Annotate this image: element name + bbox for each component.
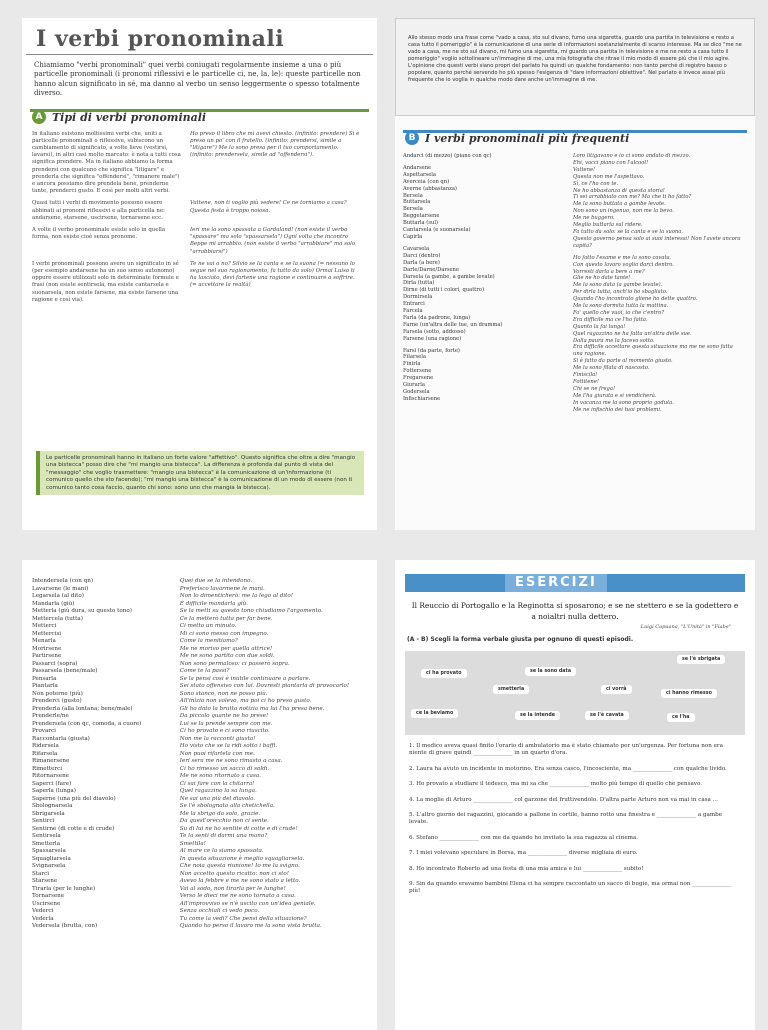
verb-item: Prenderle/ne <box>32 713 69 719</box>
verb-item: Vedersela (brutta, con) <box>32 923 98 929</box>
verb-item: Legarsela (al dito) <box>32 593 84 599</box>
verb-item: Ridersela <box>32 743 59 749</box>
example-item: Come la menitiamo? <box>179 638 238 644</box>
example-item: Era difficile accettare questa situazione ma me ne sono fatta una ragione. <box>573 344 733 358</box>
example-item: Tu come la vedi? Che pensi della situazione? <box>179 915 307 922</box>
example-item: Ti sei arrabbiato con me? Ma che ti ho fatto? <box>573 194 692 201</box>
verb-item: Prenderla (alla lontana; bene/male) <box>32 705 133 712</box>
exercise-quote: Il Reuccio di Portogallo e la Reginotta si sposarono; e se ne stettero e se la godettero e a noialtri nulla dettero. <box>411 601 739 621</box>
example-item: Ehi, vacci piano con l'alcool! <box>573 159 649 166</box>
example-item: Ci ho rimesso un sacco di soldi. <box>179 765 270 772</box>
section-a-title: Tipi di verbi pronominali <box>52 110 207 124</box>
verb-item: Starsene <box>32 878 58 884</box>
rule-text: In italiano esistono moltissimi verbi che, uniti a particelle pronominali o riflessive, subiscono un cambiamento di significato, a volte lieve (vestirsi, lavarsi), in altri casi molto marcato: è nota a tutti cosa significa prendere. Ma in italiano abbiamo la forma prendersi con qualcuno che significa "litigare" e prenderla che significa "offendersi", "rimanere male") e ancora possiamo dire prendela bene, prenderne tante, prenderci gusto. E così per molti altri verbi. <box>32 130 181 195</box>
verb-item: Mandarla (giù) <box>32 600 75 607</box>
verb-item: Filarsela <box>403 354 426 361</box>
page-verb-list-continued <box>22 560 377 1030</box>
verb-item: Prendersela (con qc, comoda, a cuore) <box>32 720 142 727</box>
verb-item: Bersela <box>403 206 423 213</box>
example-item: Con questo lavoro voglio darci dentro. <box>573 261 674 268</box>
example-item: Quei due se la intendono. <box>179 578 253 584</box>
example-item: All'inizio non volevo, ma poi ci ho preso gusto. <box>179 698 312 704</box>
verb-item: Passarsela (bene/male) <box>32 668 98 674</box>
example-item: Per dirla tutta, anch'io ho sbagliato. <box>573 289 668 296</box>
example-item: Ne sai una più del diavolo. <box>179 795 256 802</box>
rule-row <box>22 200 377 222</box>
example-item: Glie ne ho date tante! <box>573 275 631 282</box>
verb-item: Rifarsela <box>32 750 58 757</box>
exercise-item: 9. Sin da quando eravamo bambini Elena ci ha sempre raccontato un sacco di bugie, ma ormai non ______________ più! <box>409 881 732 895</box>
verb-item: Cavarsela <box>403 245 430 252</box>
verb-item: Aspettarsela <box>403 171 437 178</box>
verb-item: Andarci (di mezzo) (piano con qc) <box>403 153 492 159</box>
verb-item: Spassarsela <box>32 848 66 854</box>
verb-item: Darla (a bere) <box>403 259 440 266</box>
exercise-instruction: (A - B) Scegli la forma verbale giusta per ognuno di questi episodi. <box>407 636 634 643</box>
word-chip: ci hanno rimesso <box>661 689 717 698</box>
example-column <box>180 578 367 931</box>
word-chip: ci ha provato <box>421 669 467 678</box>
verb-item: Sentirci <box>32 818 55 824</box>
example-item: Quando ho perso il lavoro me la sono vista brutta. <box>179 923 322 929</box>
example-item: Sei stato offensivo con lui. Dovresti piantarla di provocarlo! <box>179 683 350 689</box>
verb-item: Smetterla <box>32 840 61 847</box>
example-item: Si è fatto da parte al momento giusto. <box>573 358 673 365</box>
verb-item: Vederla <box>32 915 54 922</box>
rule-row <box>22 261 377 304</box>
section-a-badge: A <box>32 110 46 124</box>
example-item: Me la sono buttata a gambe levate. <box>573 201 666 208</box>
example-item: Questo governo pensa solo ai suoi interessi! Non l'avete ancora capita? <box>573 235 741 249</box>
example-item: Fa' quello che vuoi, io che c'entro? <box>573 309 665 316</box>
example-item: Gli ho dato la brutta notizia ma lui l'ha presa bene. <box>179 705 325 712</box>
verb-item: Saperne (una più del diavolo) <box>32 795 116 802</box>
verb-item: Andarsene <box>403 164 432 171</box>
verb-item: Farsene (una ragione) <box>403 335 462 342</box>
example-item: Verso le dieci me ne sono tornato a casa. <box>179 893 296 899</box>
example-item: Preferisco lavarmene le mani. <box>179 585 265 592</box>
verb-item: Raccontarla (giusta) <box>32 735 90 742</box>
rule-rows <box>22 131 377 304</box>
example-item: Come te la passi? <box>179 668 230 674</box>
verb-item: Piantarla <box>32 683 58 689</box>
word-chip: ce la beviamo <box>411 709 458 718</box>
verb-item: Capirla <box>403 233 423 240</box>
verb-item: Mettercela (tutta) <box>32 615 83 622</box>
example-item: Me la sono dormita tutta la mattina. <box>573 303 669 310</box>
example-item: Ci metto un minuto. <box>179 623 237 629</box>
example-item: In questa situazione è meglio squagliarsela. <box>179 855 305 862</box>
verb-item: Infischiarsene <box>403 395 441 402</box>
example-item: Me ne morivo per quella attrice! <box>179 645 273 652</box>
explanation-box: Allo stesso modo una frase come "vado a casa, sto sul divano, fumo una sigaretta, guardo una partita in televisione e resto a casa tutto il pomeriggio" è la comunicazione di una serie di informazioni sostanzialmente di scarso interesse. Ma se dico "me ne vado a casa, me ne sto sul divano, mi fumo una sigaretta, mi guardo una partita in televisione e me ne resto a casa tutto il pomeriggio" voglio sottolineare un'immagine di me, una mia fotografia che ritrae il mio modo di essere più che il mio agire. L'opinione che questi verbi siano propri del parlato ha quindi un qualche fondamento: non tanto perché di registro basso o popolare, quanto perché servendo ho più spesso l'esigenza di "dare informazioni obiettive". Nel parlato è invece assai più frequente che io voglia in qualche modo dare anche un'immagine di me. <box>395 18 755 116</box>
example-item: Me ne sono ritornato a casa. <box>179 773 261 779</box>
verb-item: Tirarla (per le lunghe) <box>32 885 96 892</box>
example-item: Sono stanco, non ne posso più. <box>179 690 268 697</box>
exercise-item: 1. Il medico aveva quasi finito l'orario di ambulatorio ma è stato chiamato per un'urgenza. Per fortuna non era niente di grave quindi ______________ in un quarto d'ora. <box>409 743 723 757</box>
example-item: Se l'è sbolognata alla chetichella. <box>179 803 275 809</box>
verb-item: Farla (da padrone, lunga) <box>403 314 471 321</box>
verb-item: Dirla (tutta) <box>403 280 435 287</box>
verb-item: Rimanersene <box>32 758 70 764</box>
word-chip: se l'è cavata <box>585 711 629 720</box>
example-item: Me la sono filata di nascosto. <box>573 365 650 372</box>
example-item: Ce la metterò tutta per far bene. <box>179 615 273 622</box>
section-b-title: I verbi pronominali più frequenti <box>425 132 630 145</box>
exercise-item: 6. Stefano ______________ con me da quando ho invitato la sua ragazza al cinema. <box>409 834 639 841</box>
verb-item: Squagliarsela <box>32 855 71 862</box>
exercise-item: 4. La moglie di Arturo ______________ col garzone del fruttivendolo. D'altra parte Arturo non va mai in casa ... <box>409 796 718 803</box>
example-item: Non puoi rifartela con me. <box>179 750 255 757</box>
example-item: Me ne buggero. <box>573 215 615 222</box>
example-item: Non lo dimenticherò: me la lego al dito! <box>179 593 294 599</box>
example-item: Loro litigavano e io ci sono andato di mezzo. <box>573 153 691 159</box>
verb-item: Fottersene <box>403 368 432 375</box>
word-chip: ce l'ha <box>667 713 695 722</box>
word-chip: se la intende <box>515 711 560 720</box>
verb-item: Giurarla <box>403 382 425 389</box>
verb-item: Lavarsene (le mani) <box>32 585 89 592</box>
rule-text: A volte il verbo pronominale esiste solo in quella forma, non esiste cioè senza pronome. <box>32 227 166 241</box>
example-item: In vacanza me la sono proprio goduta. <box>573 399 674 406</box>
verb-item: Dirne (di tutti i colori, quattro) <box>403 287 485 294</box>
rule-row <box>22 227 377 256</box>
example-item: Questa non me l'aspettavo. <box>573 173 645 180</box>
page-title: I verbi pronominali <box>26 18 373 55</box>
example-item: Me ne sono partito con due soldi. <box>179 653 275 659</box>
example-item: Te la senti di darmi una mano? <box>179 833 268 839</box>
verb-item: Cantarsela (e suonarsela) <box>403 227 471 234</box>
page-frequent-verbs <box>395 18 755 530</box>
example-item: All'improvviso se n'è uscito con un'idea geniale. <box>179 900 316 907</box>
example-item: Me l'ha giurata e si vendicherà. <box>573 392 657 399</box>
word-chip: se l'è sbrigata <box>677 655 725 664</box>
example-item: Ci sai fare con la chitarra! <box>179 780 255 787</box>
example-item: Non me la racconti giusta! <box>179 735 256 742</box>
example-item: Da quest'orecchio non ci sente. <box>179 818 269 824</box>
verb-item: Pensarla <box>32 675 57 682</box>
verb-item: Intendersela (con qn) <box>32 578 94 584</box>
verb-item: Beggetarsene <box>403 213 440 220</box>
example-item: Vorresti darla a bere a me? <box>573 268 645 275</box>
example-item: Finiscila! <box>573 372 598 379</box>
page-exercises <box>395 560 755 1030</box>
example-item: Dalla paura me la facevo sotto. <box>573 337 655 344</box>
verb-item: Darle/Darne/Darsene <box>403 266 459 273</box>
verb-item: Ritornarsene <box>32 773 69 779</box>
exercise-item: 7. I miei volevano speculare in Borsa, ma ______________ diverse migliaia di euro. <box>409 850 638 857</box>
example-item: Era difficile ma ce l'ho fatta. <box>573 316 648 323</box>
example-item: Ieri sera me ne sono rimasto a casa. <box>179 758 283 764</box>
verb-item: Metterla (giù dura, su questo tono) <box>32 608 132 614</box>
quote-author: Luigi Capuana, "L'Unità" in "Fiabe" <box>640 624 731 630</box>
example-item: Lui se la prende sempre con me. <box>179 720 273 727</box>
exercises-label: ESERCIZI <box>505 574 607 592</box>
example-item: Ne ho abbastanza di questa storia! <box>573 187 665 194</box>
example-item: Fottitene! <box>573 379 599 385</box>
verb-item: Sentirne (di cotte e di crude) <box>32 825 115 832</box>
section-b-badge: B <box>405 131 419 145</box>
word-bank <box>405 651 745 735</box>
example-item: Non sono un ingenuo, non me la bevo. <box>573 208 674 215</box>
example-item: Quel ragazzino la sa lunga. <box>179 788 257 794</box>
verb-item: Godersela <box>403 389 430 395</box>
rule-example: Vattene, non ti voglio più vedere! Ce ne torniamo a casa? Questa festa è troppo noiosa. <box>190 200 347 214</box>
verb-item: Mettercisi <box>32 630 62 637</box>
verb-item: Saperci (fare) <box>32 780 72 787</box>
example-item: Non sono permaloso: ci passerò sopra. <box>179 660 290 667</box>
verb-item: Averceia (con qn) <box>403 178 450 185</box>
verb-item: Partirsene <box>32 653 62 659</box>
example-item: Quel ragazzino ne ha fatta un'altra delle sue. <box>573 330 692 337</box>
word-chip: smetterla <box>493 685 529 694</box>
exercise-item: 2. Laura ha avuto un incidente in motorino. Era senza casco, l'incosciente, ma ______________ con qualche livido. <box>409 765 727 772</box>
example-item: Fa tutto da solo: se la canta e se la suona. <box>573 228 684 235</box>
example-item: Che noia questa riunione! Io me la svigno. <box>179 863 300 869</box>
verb-item: Finirla <box>403 361 421 368</box>
verb-column <box>32 578 180 931</box>
example-item: Vai al sodo, non tirarla per le lunghe! <box>179 885 286 892</box>
section-a-header <box>30 109 369 126</box>
verb-item: Metterci <box>32 623 57 629</box>
verb-item: Farne (un'altra delle tue, un dramma) <box>403 321 503 328</box>
verb-item: Passarci (sopra) <box>32 660 78 667</box>
example-item: Da piccolo quante ne ho prese! <box>179 713 269 719</box>
verb-item: Tornarsene <box>32 893 65 899</box>
verb-item: Menarla <box>32 638 56 644</box>
example-item: Me la sbrigo da solo, grazie. <box>179 810 261 817</box>
verb-item: Bersela <box>403 192 423 199</box>
example-item: Quando l'ho incontrato gliene ho dette quattro. <box>573 296 698 303</box>
verb-item: Darsela (a gambe, a gambe levate) <box>403 273 495 280</box>
example-item: Sì, ce l'ho con te. <box>573 180 619 187</box>
exercise-item: 3. Ho provato a studiare il tedesco, ma mi sa che ______________ molto più tempo di quello che pensavo. <box>409 781 703 788</box>
example-item: Ho fatto l'esame e me la sono cavata. <box>573 254 672 261</box>
example-item: Meglio buttarla sul ridere. <box>573 222 643 229</box>
verb-item: Dormirsela <box>403 294 433 301</box>
example-item: Senza occhiali ci vedo poco. <box>179 908 260 914</box>
verb-item: Rimetterci <box>32 765 63 772</box>
verb-item: Entrarci <box>403 301 425 308</box>
verb-item: Provarci <box>32 728 56 734</box>
example-item: È difficile mandarla giù. <box>179 600 249 607</box>
verb-item: Svignarsela <box>32 863 66 869</box>
verb-item: Buttarsela <box>403 199 431 206</box>
page-grammar-intro <box>22 18 377 530</box>
rule-text: Quasi tutti i verbi di movimento possono essere abbinati ai pronomi riflessivi e alla particella ne: andarsene, starsene, uscirsene, tornarsene ecc. <box>32 200 165 221</box>
verb-column <box>403 153 573 414</box>
verb-list <box>22 560 377 931</box>
verb-item: Averne (abbastanza) <box>403 185 457 192</box>
verb-item: Farcela <box>403 308 423 315</box>
verb-item: Vederci <box>32 908 54 914</box>
verb-item: Uscirsene <box>32 900 61 907</box>
example-item: Non accetto questo ricatto: non ci sto! <box>179 870 289 877</box>
rule-text: I verbi pronominali possono avere un significato in sé (per esempio andarsene ha un suo senso autonomo) oppure essere utilizzati solo in determinate formule e frasi (non esiste sentirsela, ma esiste cantarsela e suonarsela, non esiste farsene, ma esiste farsene una ragione e così via). <box>32 260 179 303</box>
verb-item: Non poterne (più) <box>32 690 83 697</box>
exercises-banner <box>405 574 745 592</box>
example-item: Me ne infischio dei tuoi problemi. <box>573 406 662 413</box>
example-item: Al mare ce la siamo spassata. <box>179 848 264 854</box>
verb-item: Morirsene <box>32 645 62 652</box>
word-chip: ci vorrà <box>601 685 632 694</box>
verb-item: Farsela (sotto, addosso) <box>403 328 466 335</box>
verb-item: Prenderci (gusto) <box>32 698 82 704</box>
example-item: Mi ci sono messo con impegno. <box>179 630 269 637</box>
section-b-header <box>403 130 747 149</box>
exercise-item: 8. Ho incontrato Roberto ad una festa di una mia amica e lui ______________ subito! <box>409 865 644 872</box>
intro-paragraph: Chiamiamo "verbi pronominali" quei verbi coniugati regolarmente insieme a una o più particelle pronominali (i pronomi riflessivi e le particelle ci, ne, la, le): queste particelle non hanno alcun significato in sé, ma danno al verbo un senso leggermente o spesso totalmente diverso. <box>34 61 361 98</box>
example-item: Se la pensi così è inutile continuare a parlare. <box>179 675 311 682</box>
verb-item: Sbrigarsela <box>32 810 65 817</box>
rule-example: Ieri me la sono spassata a Gardaland! (non esiste il verbo "spassare" ma solo "spassarsela") Ogni volta che incontro Beppe mi arrabbio. (non esiste il verbo "arrabbiare" ma solo "arrabbiarsi") <box>190 227 356 255</box>
exercise-list <box>395 743 755 896</box>
verb-item: Buttarla (sul) <box>403 220 439 227</box>
example-item: Se la metti su questo tono chiudiamo l'argomento. <box>179 608 323 614</box>
example-item: Me la sono data (a gambe levate). <box>573 282 663 289</box>
verb-item: Starci <box>32 870 50 877</box>
word-chip: se la sono data <box>525 667 576 676</box>
example-item: Chi se ne frega! <box>573 385 616 392</box>
rule-example: Ho preso il libro che mi avevi chiesto. (infinito: prendere) Si è preso un po' con il fratello. (infinito: prendersi, simile a "litigare") Me la sono presa per il tuo comportamento. (infinito: prendersela, simile ad "offendersi"). <box>190 130 360 159</box>
verb-item: Fregarsene <box>403 375 434 382</box>
exercise-item: 5. L'altro giorno dei ragazzini, giocando a pallone in cortile, hanno rotto una finestra e ______________ a gambe levate. <box>409 812 723 826</box>
example-item: Ho visto che se la ridi sotto i baffi. <box>179 743 278 749</box>
example-item: Su di lui ne ho sentite di cotte e di crude! <box>179 825 298 832</box>
example-item: Quanto la fai lunga! <box>573 323 626 330</box>
note-box: Le particelle pronominali hanno in italiano un forte valore "affettivo". Questo significa che oltre a dire "mangio una bistecca" posso dire che "mi mangio una bistecca". La differenza è profonda dal punto di vista del "messaggio" che voglio trasmettere: "mangio una bistecca" è la comunicazione di un'informazione (ti comunico quello che sto facendo); "mi mangio una bistecca" è la comunicazione di un modo di essere (non ti comunico tanto cosa faccio, quanto chi sono: sono uno che mangia la bistecca). <box>36 451 364 495</box>
verb-item: Sentirsela <box>32 833 61 839</box>
rule-row <box>22 131 377 196</box>
verb-item: Darci (dentro) <box>403 252 441 259</box>
example-item: Ci ho provato e ci sono riuscito. <box>179 728 270 734</box>
verb-list <box>395 149 755 418</box>
example-item: Avevo la febbre e me ne sono stato a letto. <box>179 878 301 884</box>
verb-item: Saperla (lunga) <box>32 788 76 794</box>
example-column <box>573 153 743 414</box>
example-item: Vattene! <box>573 166 596 173</box>
verb-item: Farsi (da parte, forte) <box>403 347 460 354</box>
rule-example: Te ne vai o no? Silvio se la canta e se la suona (= nessuno lo segue nel suo ragionamento, fa tutto da solo) Ormai Luisa ti ha lasciato, devi fartene una ragione e continuare a soffrire. (= accettare la realtà) <box>190 260 355 289</box>
verb-item: Sbolognarsela <box>32 803 73 809</box>
example-item: Smettila! <box>179 840 206 847</box>
